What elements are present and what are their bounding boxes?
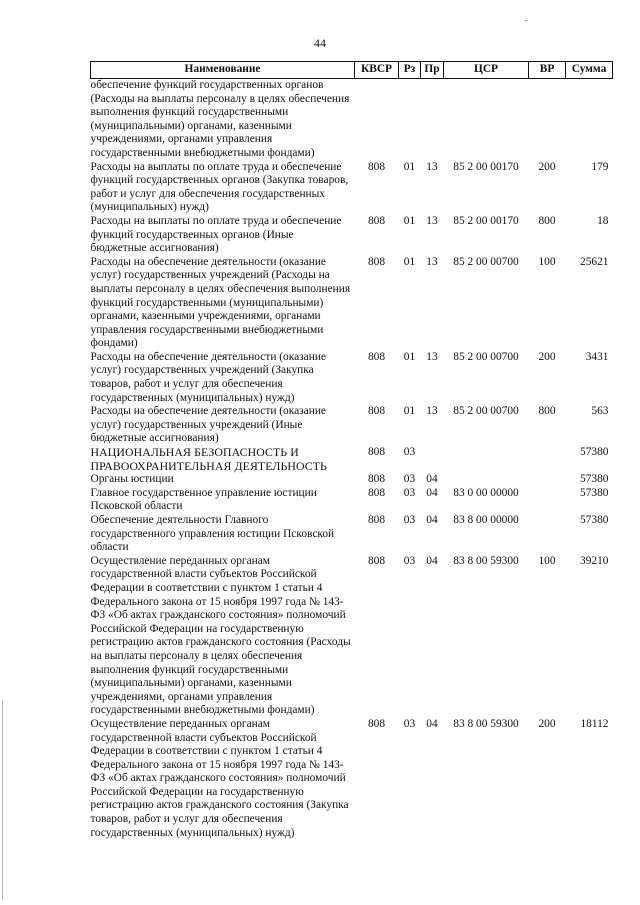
cell-kvsr: 808 [367, 350, 386, 363]
cell-sum: 25621 [580, 255, 609, 268]
table-row [91, 473, 613, 487]
cell-pr: 13 [426, 255, 438, 268]
cell-sum: 57380 [580, 514, 609, 526]
cell-csr: 85 2 00 00700 [453, 405, 519, 418]
cell-sum: 39210 [580, 554, 609, 567]
cell-csr [444, 473, 529, 487]
cell-rz [399, 79, 421, 161]
cell-rz: 01 [403, 405, 416, 418]
cell-name: Расходы на выплаты по оплате труда и обеспечение функций государственных органов (Закупка товаров, работ и услуг для обеспечения государственных (муниципальных) нужд) [90, 160, 349, 214]
cell-kvsr [355, 79, 399, 161]
cell-name: Расходы на обеспечение деятельности (оказание услуг) государственных учреждений (Иные бюджетные ассигнования) [90, 405, 326, 445]
cell-pr [421, 446, 444, 473]
cell-csr: 85 2 00 00700 [453, 255, 519, 268]
cell-pr: 13 [426, 350, 438, 363]
cell-rz: 03 [403, 514, 416, 526]
cell-rz: 03 [403, 446, 416, 459]
cell-csr: 85 2 00 00170 [453, 160, 519, 173]
cell-kvsr: 808 [367, 473, 386, 486]
table-row [91, 718, 613, 840]
table-row [91, 446, 613, 473]
cell-vr: 800 [538, 214, 556, 227]
cell-vr [529, 79, 566, 161]
cell-sum: 563 [591, 405, 609, 418]
cell-name: Осуществление переданных органам государственной власти субъектов Российской Федерации в соответствии с пунктом 1 статьи 4 Федерального закона от 15 ноября 1997 года № 143-ФЗ «Об актах гражданского состояния» полномочий Российской Федерации на государственную регистрацию актов гражданского состояния (Расходы на выплаты персоналу в целях обеспечения выполнения функций государственными (муниципальными) органами, казенными учреждениями, органами управления государственными внебюджетными фондами) [90, 554, 351, 717]
cell-pr: 13 [426, 160, 438, 173]
cell-pr: 04 [426, 717, 438, 730]
cell-vr: 800 [538, 405, 556, 418]
header-kvsr: КВСР [355, 62, 399, 79]
cell-vr: 200 [538, 350, 556, 363]
cell-csr: 85 2 00 00700 [453, 350, 519, 363]
cell-rz: 03 [403, 473, 416, 486]
cell-sum: 57380 [580, 486, 609, 499]
cell-vr [529, 514, 566, 555]
cell-kvsr: 808 [367, 514, 386, 526]
table-row [91, 161, 613, 215]
cell-pr: 04 [426, 473, 438, 486]
cell-sum: 179 [591, 160, 609, 173]
cell-sum: 18112 [580, 717, 609, 730]
cell-kvsr: 808 [367, 214, 386, 227]
cell-rz: 03 [403, 554, 416, 567]
cell-pr: 13 [426, 214, 438, 227]
cell-sum: 57380 [580, 473, 609, 486]
table-row [91, 351, 613, 405]
cell-pr [421, 79, 444, 161]
cell-rz: 01 [403, 255, 416, 268]
cell-name: Обеспечение деятельности Главного государственного управления юстиции Псковской области [90, 514, 335, 554]
cell-csr [444, 79, 529, 161]
cell-sum: 3431 [585, 350, 609, 363]
table-header-row [91, 62, 613, 79]
cell-name: Главное государственное управление юстиции Псковской области [90, 486, 317, 513]
header-pr: Пр [421, 62, 444, 79]
cell-sum [566, 79, 613, 161]
cell-kvsr: 808 [367, 486, 386, 499]
cell-kvsr: 808 [367, 160, 386, 173]
cell-csr [444, 446, 529, 473]
cell-sum: 18 [597, 214, 609, 227]
cell-csr: 85 2 00 00170 [453, 214, 519, 227]
cell-pr: 04 [426, 554, 438, 567]
cell-pr: 13 [426, 405, 438, 418]
cell-name: обеспечение функций государственных органов (Расходы на выплаты персоналу в целях обеспечения выполнения функций государственными (муниципальными) органами, казенными учреждениями, органами управления государственными внебюджетными фондами) [90, 79, 350, 159]
budget-table [90, 61, 613, 840]
cell-vr: 100 [538, 255, 556, 268]
cell-name: Расходы на обеспечение деятельности (оказание услуг) государственных учреждений (Закупка товаров, работ и услуг для обеспечения государственных (муниципальных) нужд) [90, 350, 326, 404]
cell-csr: 83 0 00 00000 [453, 486, 519, 499]
cell-csr: 83 8 00 59300 [453, 554, 519, 567]
cell-kvsr: 808 [367, 554, 386, 567]
header-name: Наименование [91, 62, 355, 79]
header-sum: Сумма [566, 62, 613, 79]
cell-name: Расходы на выплаты по оплате труда и обеспечение функций государственных органов (Иные бюджетные ассигнования) [90, 214, 342, 255]
cell-vr: 200 [538, 160, 556, 173]
cell-kvsr: 808 [367, 446, 386, 459]
cell-pr: 04 [426, 486, 438, 499]
cell-rz: 01 [403, 350, 416, 363]
header-vr: ВР [529, 62, 566, 79]
cell-rz: 01 [403, 214, 416, 227]
cell-rz: 03 [403, 486, 416, 499]
scan-speck [525, 20, 527, 21]
cell-kvsr: 808 [367, 255, 386, 268]
cell-vr [529, 473, 566, 487]
table-row [91, 215, 613, 256]
scan-edge-mark [2, 700, 3, 900]
cell-name: НАЦИОНАЛЬНАЯ БЕЗОПАСНОСТЬ И ПРАВООХРАНИТЕЛЬНАЯ ДЕЯТЕЛЬНОСТЬ [90, 445, 327, 473]
table-row [91, 487, 613, 514]
cell-name: Органы юстиции [90, 473, 174, 486]
cell-name: Расходы на обеспечение деятельности (оказание услуг) государственных учреждений (Расходы на выплаты персоналу в целях обеспечения выполнения функций государственными (муниципальными) органами, казенными учреждениями, органами управления государственными внебюджетными фондами) [90, 255, 351, 350]
cell-sum: 57380 [580, 446, 609, 459]
table-row [91, 555, 613, 718]
cell-vr: 200 [538, 717, 556, 730]
cell-vr [529, 487, 566, 514]
table-row [91, 514, 613, 555]
header-rz: Рз [399, 62, 421, 79]
cell-pr: 04 [426, 514, 438, 526]
cell-kvsr: 808 [367, 717, 386, 730]
cell-name: Осуществление переданных органам государственной власти субъектов Российской Федерации в соответствии с пунктом 1 статьи 4 Федерального закона от 15 ноября 1997 года № 143-ФЗ «Об актах гражданского состояния» полномочий Российской Федерации на государственную регистрацию актов гражданского состояния (Закупка товаров, работ и услуг для обеспечения государственных (муниципальных) нужд) [90, 717, 349, 839]
cell-kvsr: 808 [367, 405, 386, 418]
table-row [91, 256, 613, 351]
cell-vr [529, 446, 566, 473]
header-csr: ЦСР [444, 62, 529, 79]
cell-rz: 03 [403, 717, 416, 730]
table-row [91, 79, 613, 161]
page-number: 44 [314, 36, 326, 50]
cell-rz: 01 [403, 160, 416, 173]
table-row [91, 405, 613, 446]
cell-csr: 83 8 00 00000 [453, 514, 519, 526]
cell-csr: 83 8 00 59300 [453, 717, 519, 730]
cell-vr: 100 [538, 554, 556, 567]
